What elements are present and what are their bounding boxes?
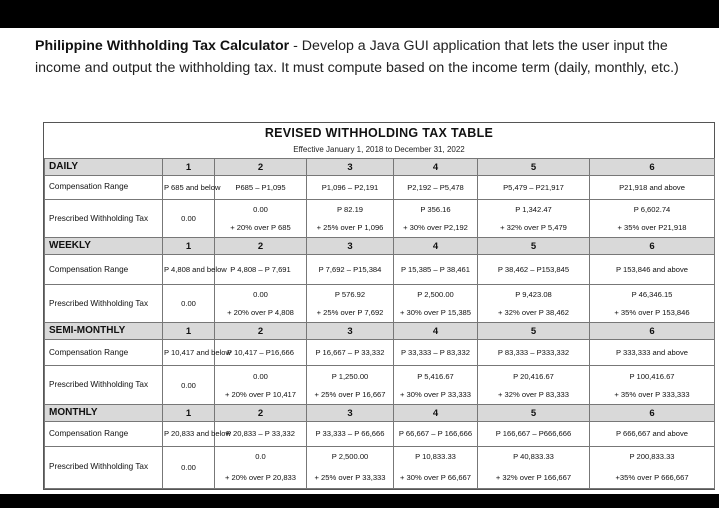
tax-base-amount: P 10,833.33 <box>415 452 456 462</box>
weekly-section-label: WEEKLY <box>45 238 163 255</box>
compensation-range-cell: P 4,808 and below <box>163 255 215 284</box>
problem-text: - Develop a Java GUI application that lets the user input the income and output the withholding tax. It must compute based on the income term (daily, monthly, etc.) <box>35 38 679 76</box>
semi-monthly-section-label: SEMI-MONTHLY <box>45 323 163 340</box>
withholding-tax-cell <box>215 284 307 323</box>
table-title: REVISED WITHHOLDING TAX TABLE <box>264 126 494 140</box>
tax-rate-over: + 25% over P 1,096 <box>316 223 384 233</box>
bracket-number: 6 <box>590 238 715 255</box>
tax-rate-over: + 35% over P 333,333 <box>614 389 690 399</box>
compensation-range-label: Compensation Range <box>45 255 163 284</box>
semi-monthly-header-row <box>45 323 715 340</box>
bracket-number: 6 <box>590 405 715 422</box>
tax-rate-over: + 35% over P 153,846 <box>614 308 690 318</box>
withholding-tax-cell: 0.00 <box>163 284 215 323</box>
tax-rate-over: + 35% over P21,918 <box>617 223 687 233</box>
tax-base-amount: 0.00 <box>253 205 268 215</box>
compensation-range-cell: P21,918 and above <box>590 176 715 200</box>
compensation-range-cell: P 83,333 – P333,332 <box>478 340 590 366</box>
tax-base-amount: P 200,833.33 <box>629 452 675 462</box>
tax-base-amount: P 1,342.47 <box>515 205 552 215</box>
weekly-tax-row <box>45 284 715 323</box>
withholding-tax-cell <box>215 199 307 238</box>
tax-rate-over: + 32% over P 83,333 <box>498 389 569 399</box>
compensation-range-cell: P 33,333 – P 66,666 <box>307 422 394 447</box>
daily-section-label: DAILY <box>45 159 163 176</box>
weekly-compensation-row <box>45 255 715 284</box>
tax-base-amount: P 576.92 <box>334 290 366 300</box>
withholding-tax-cell <box>394 199 478 238</box>
compensation-range-label: Compensation Range <box>45 340 163 366</box>
bracket-number: 1 <box>163 238 215 255</box>
compensation-range-cell: P 15,385 – P 38,461 <box>394 255 478 284</box>
tax-rate-over: + 30% over P2,192 <box>403 223 468 233</box>
compensation-range-cell: P2,192 – P5,478 <box>394 176 478 200</box>
withholding-tax-cell <box>590 366 715 405</box>
compensation-range-cell: P 166,667 – P666,666 <box>478 422 590 447</box>
compensation-range-cell: P 16,667 – P 33,332 <box>307 340 394 366</box>
withholding-tax-cell <box>307 366 394 405</box>
withholding-tax-cell <box>590 199 715 238</box>
withholding-tax-cell <box>307 284 394 323</box>
compensation-range-cell: P 20,833 and below <box>163 422 215 447</box>
tax-rate-over: + 20% over P 4,808 <box>227 308 294 318</box>
compensation-range-cell: P 333,333 and above <box>590 340 715 366</box>
withholding-tax-cell <box>478 284 590 323</box>
compensation-range-label: Compensation Range <box>45 176 163 200</box>
tax-base-amount: P 2,500.00 <box>331 452 369 462</box>
withholding-tax-cell <box>478 366 590 405</box>
tax-base-amount: P 356.16 <box>420 205 451 215</box>
monthly-section-label: MONTHLY <box>45 405 163 422</box>
withholding-tax-cell <box>478 446 590 488</box>
bracket-number: 3 <box>307 238 394 255</box>
tax-rate-over: + 30% over P 66,667 <box>400 473 471 483</box>
bracket-number: 1 <box>163 159 215 176</box>
compensation-range-cell: P 7,692 – P15,384 <box>307 255 394 284</box>
compensation-range-cell: P 685 and below <box>163 176 215 200</box>
withholding-tax-cell <box>590 284 715 323</box>
tax-table-image <box>43 122 715 490</box>
bracket-number: 4 <box>394 323 478 340</box>
compensation-range-cell: P 153,846 and above <box>590 255 715 284</box>
tax-base-amount: P 2,500.00 <box>417 290 454 300</box>
compensation-range-cell: P 666,667 and above <box>590 422 715 447</box>
bracket-number: 2 <box>215 159 307 176</box>
compensation-range-label: Compensation Range <box>45 422 163 447</box>
semi-monthly-compensation-row <box>45 340 715 366</box>
bracket-number: 4 <box>394 405 478 422</box>
tax-base-amount: P 9,423.08 <box>515 290 552 300</box>
tax-rate-over: + 32% over P 38,462 <box>498 308 569 318</box>
tax-base-amount: P 82.19 <box>336 205 364 215</box>
tax-rate-over: + 25% over P 7,692 <box>316 308 384 318</box>
withholding-tax-cell: 0.00 <box>163 366 215 405</box>
withholding-tax-table <box>44 158 715 489</box>
tax-rate-over: + 25% over P 16,667 <box>314 389 386 399</box>
bracket-number: 1 <box>163 405 215 422</box>
withholding-tax-cell <box>394 366 478 405</box>
tax-rate-over: + 20% over P 10,417 <box>225 389 296 399</box>
prescribed-withholding-tax-label: Prescribed Withholding Tax <box>45 199 163 238</box>
daily-compensation-row <box>45 176 715 200</box>
compensation-range-cell: P685 – P1,095 <box>215 176 307 200</box>
bracket-number: 2 <box>215 323 307 340</box>
tax-rate-over: + 20% over P 20,833 <box>225 473 296 483</box>
compensation-range-cell: P 38,462 – P153,845 <box>478 255 590 284</box>
monthly-tax-row <box>45 446 715 488</box>
withholding-tax-cell <box>215 446 307 488</box>
tax-base-amount: 0.00 <box>253 371 268 381</box>
compensation-range-cell: P 33,333 – P 83,332 <box>394 340 478 366</box>
bracket-number: 5 <box>478 159 590 176</box>
bracket-number: 5 <box>478 323 590 340</box>
compensation-range-cell: P1,096 – P2,191 <box>307 176 394 200</box>
tax-rate-over: + 30% over P 33,333 <box>400 389 471 399</box>
tax-rate-over: + 32% over P 166,667 <box>495 473 572 483</box>
bracket-number: 2 <box>215 238 307 255</box>
monthly-compensation-row <box>45 422 715 447</box>
tax-base-amount: P 5,416.67 <box>417 371 454 381</box>
tax-base-amount: 0.0 <box>255 452 266 462</box>
withholding-tax-cell <box>307 446 394 488</box>
bracket-number: 2 <box>215 405 307 422</box>
tax-base-amount: P 1,250.00 <box>331 371 369 381</box>
tax-rate-over: + 20% over P 685 <box>230 223 291 233</box>
tax-rate-over: +35% over P 666,667 <box>615 473 689 483</box>
tax-rate-over: + 25% over P 33,333 <box>314 473 386 483</box>
compensation-range-cell: P 66,667 – P 166,666 <box>394 422 478 447</box>
bracket-number: 3 <box>307 159 394 176</box>
daily-header-row <box>45 159 715 176</box>
withholding-tax-cell <box>394 446 478 488</box>
withholding-tax-cell <box>478 199 590 238</box>
compensation-range-cell: P 10,417 and below <box>163 340 215 366</box>
semi-monthly-tax-row <box>45 366 715 405</box>
bracket-number: 1 <box>163 323 215 340</box>
tax-base-amount: 0.00 <box>253 290 268 300</box>
withholding-tax-cell: 0.00 <box>163 446 215 488</box>
withholding-tax-cell <box>307 199 394 238</box>
compensation-range-cell: P5,479 – P21,917 <box>478 176 590 200</box>
bracket-number: 4 <box>394 238 478 255</box>
tax-base-amount: P 6,602.74 <box>633 205 671 215</box>
tax-base-amount: P 40,833.33 <box>513 452 554 462</box>
withholding-tax-cell <box>394 284 478 323</box>
problem-title: Philippine Withholding Tax Calculator <box>35 38 290 54</box>
bracket-number: 5 <box>478 238 590 255</box>
tax-rate-over: + 32% over P 5,479 <box>500 223 567 233</box>
tax-base-amount: P 100,416.67 <box>629 371 675 381</box>
problem-statement <box>35 35 705 79</box>
bracket-number: 6 <box>590 159 715 176</box>
withholding-tax-cell <box>215 366 307 405</box>
daily-tax-row <box>45 199 715 238</box>
withholding-tax-cell: 0.00 <box>163 199 215 238</box>
withholding-tax-cell <box>590 446 715 488</box>
prescribed-withholding-tax-label: Prescribed Withholding Tax <box>45 446 163 488</box>
tax-rate-over: + 30% over P 15,385 <box>400 308 471 318</box>
monthly-header-row <box>45 405 715 422</box>
tax-base-amount: P 20,416.67 <box>513 371 554 381</box>
bracket-number: 3 <box>307 405 394 422</box>
weekly-header-row <box>45 238 715 255</box>
table-subtitle: Effective January 1, 2018 to December 31, 2022 <box>293 145 465 154</box>
prescribed-withholding-tax-label: Prescribed Withholding Tax <box>45 366 163 405</box>
compensation-range-cell: P 10,417 – P16,666 <box>215 340 307 366</box>
compensation-range-cell: P 4,808 – P 7,691 <box>215 255 307 284</box>
prescribed-withholding-tax-label: Prescribed Withholding Tax <box>45 284 163 323</box>
document-page <box>0 28 719 494</box>
compensation-range-cell: P 20,833 – P 33,332 <box>215 422 307 447</box>
bracket-number: 4 <box>394 159 478 176</box>
bracket-number: 3 <box>307 323 394 340</box>
tax-base-amount: P 46,346.15 <box>631 290 673 300</box>
bracket-number: 6 <box>590 323 715 340</box>
bracket-number: 5 <box>478 405 590 422</box>
